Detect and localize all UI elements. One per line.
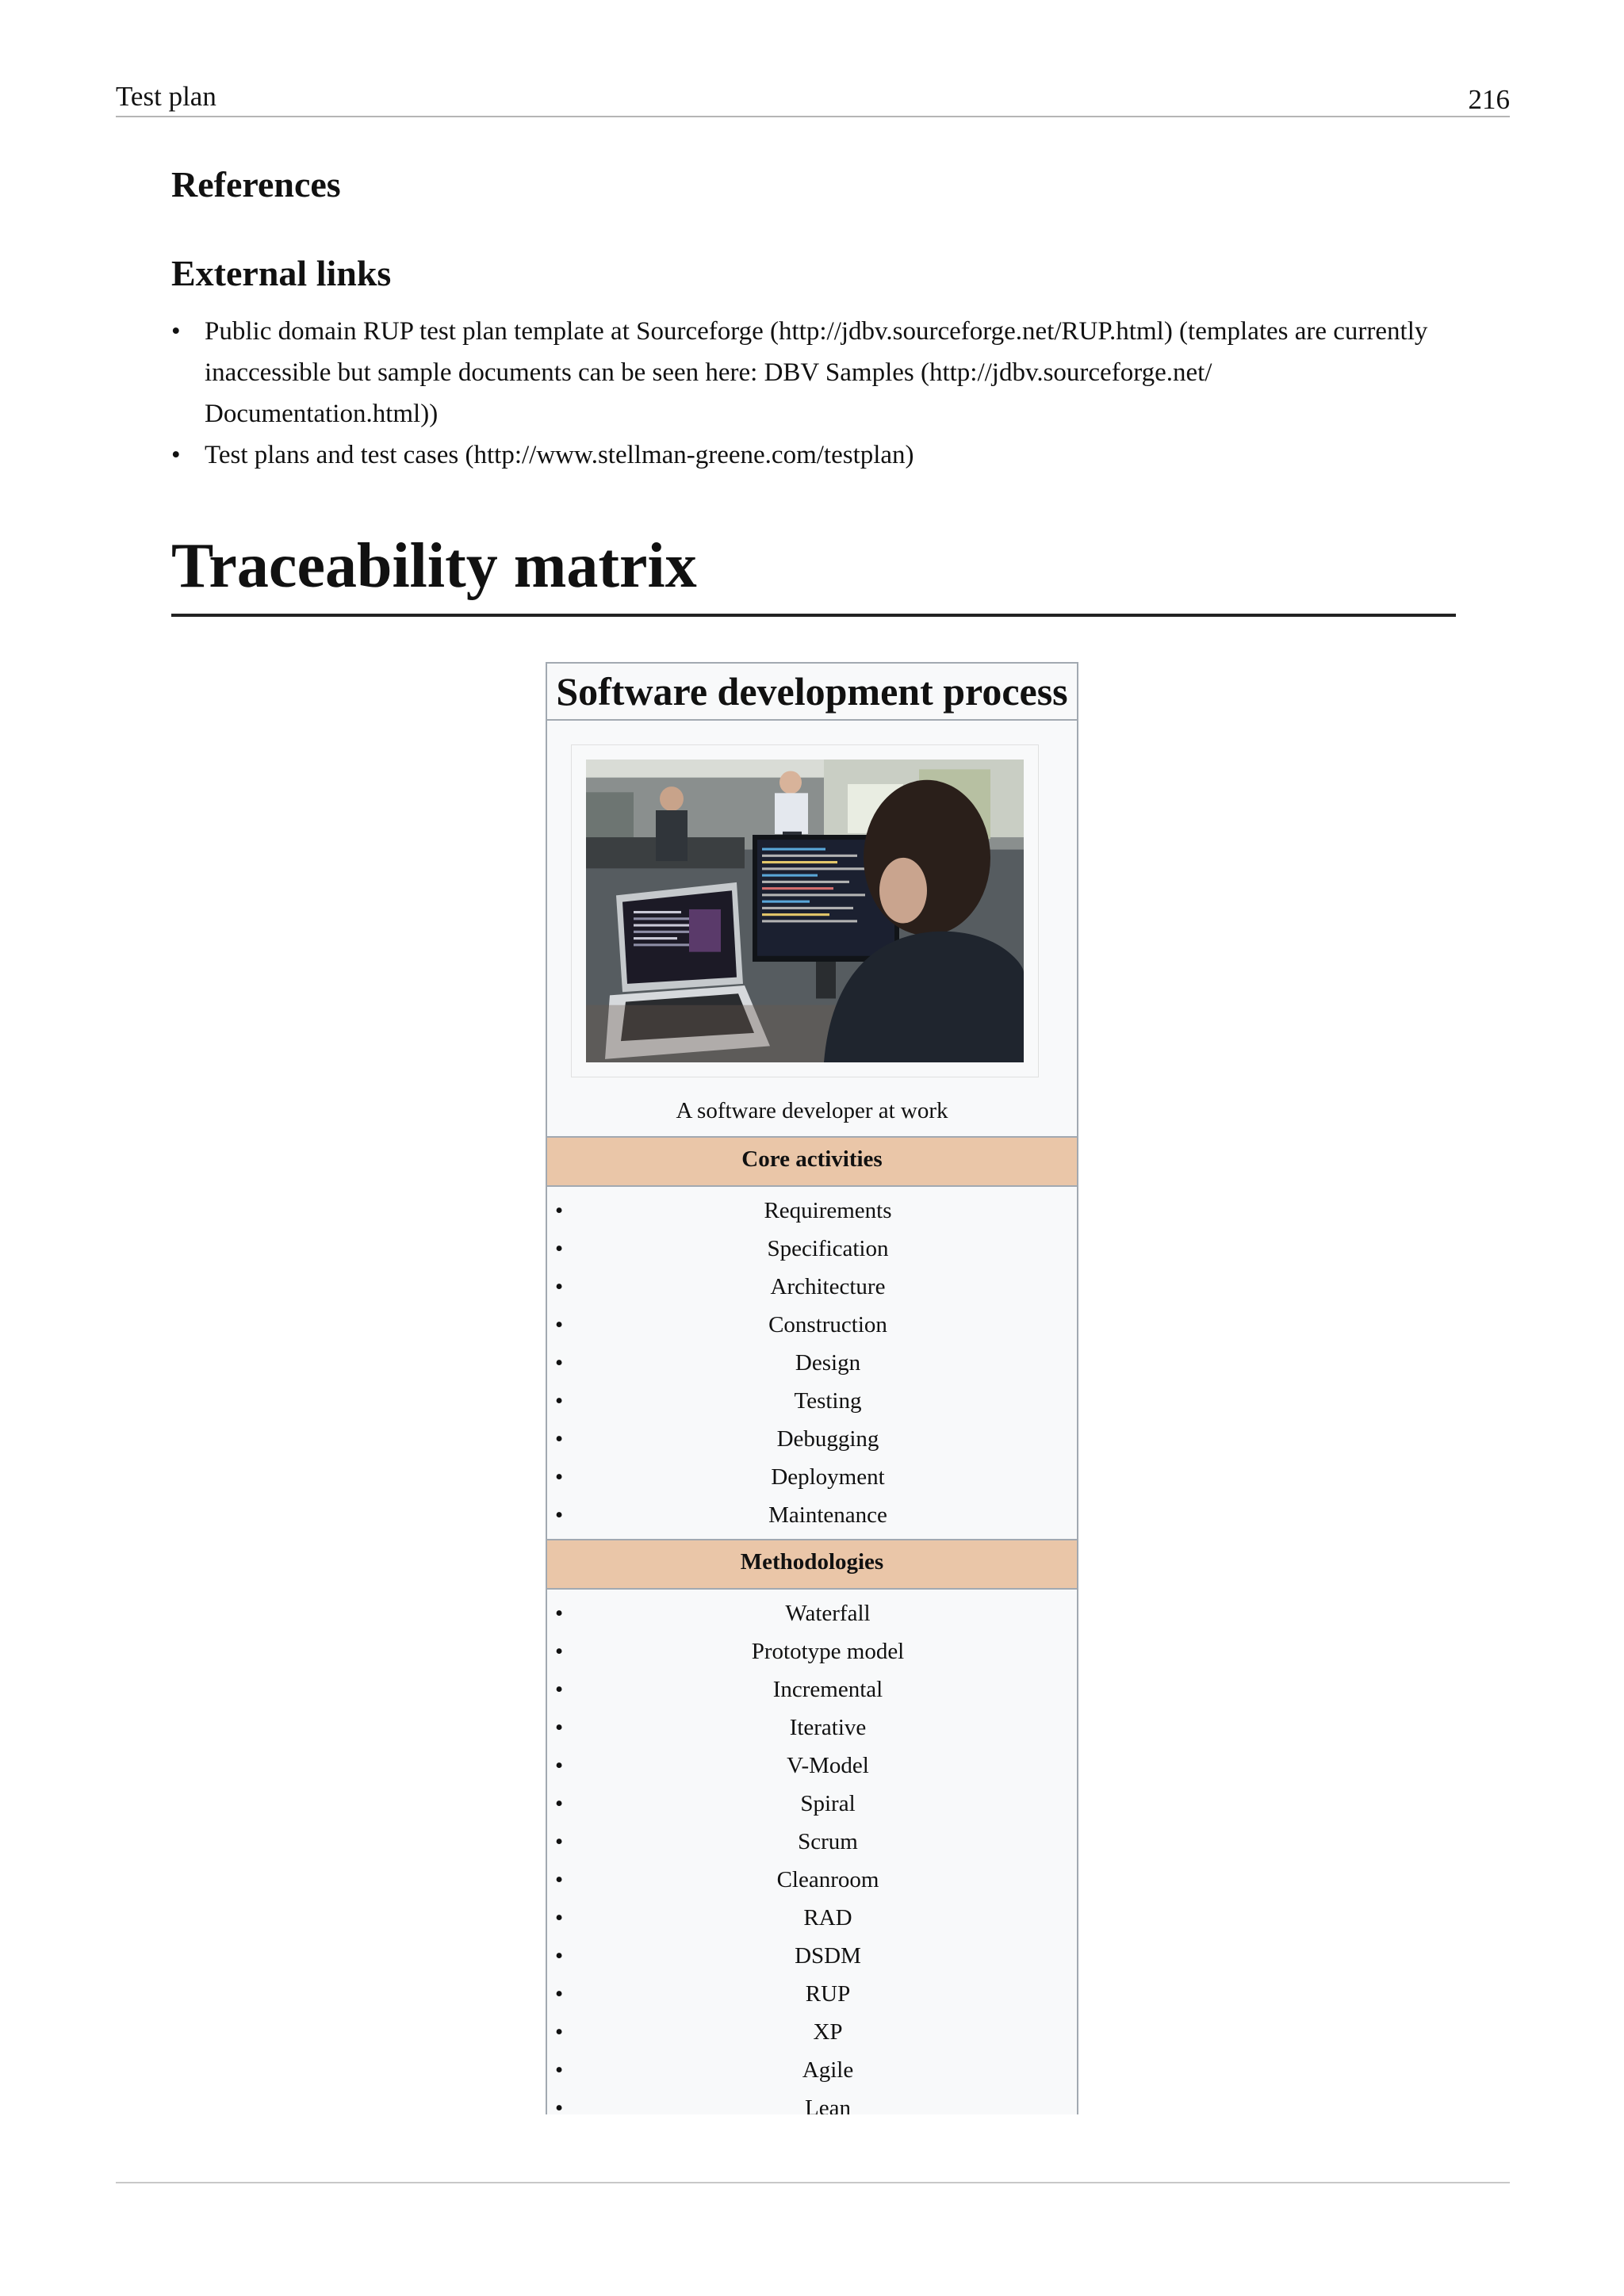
methodology-link[interactable]: V-Model [787, 1753, 869, 1778]
methodology-link[interactable]: RAD [803, 1905, 852, 1931]
list-item[interactable] [547, 1823, 1077, 1861]
methodology-link[interactable]: Scrum [798, 1829, 858, 1854]
methodologies-header: Methodologies [547, 1539, 1077, 1590]
list-item[interactable] [547, 1937, 1077, 1975]
bullet-glyph: • [555, 1791, 564, 1816]
list-item[interactable] [547, 1382, 1077, 1420]
bullet-glyph: • [555, 1601, 564, 1626]
bullet-glyph: • [555, 1236, 564, 1261]
methodology-link[interactable]: Waterfall [785, 1601, 871, 1626]
core-activity-link[interactable]: Maintenance [768, 1502, 887, 1528]
bullet-glyph: • [555, 1867, 564, 1892]
methodology-link[interactable]: Spiral [800, 1791, 856, 1816]
article-title: Traceability matrix [171, 526, 1456, 617]
image-caption: A software developer at work [676, 1098, 948, 1123]
list-item[interactable] [547, 1975, 1077, 2013]
bullet-glyph: • [555, 2095, 564, 2114]
bullet-glyph: • [555, 1753, 564, 1778]
bullet-glyph: • [555, 1502, 564, 1528]
core-activity-link[interactable]: Specification [767, 1236, 889, 1261]
list-item[interactable] [547, 1670, 1077, 1709]
infobox-title: Software development process [547, 664, 1077, 721]
external-link-item[interactable] [171, 434, 1440, 476]
methodology-link[interactable]: XP [813, 2019, 843, 2045]
header-title: Test plan [116, 81, 216, 112]
list-item[interactable] [547, 1861, 1077, 1899]
methodology-link[interactable]: Lean [805, 2095, 851, 2114]
infobox [546, 662, 1078, 2114]
bullet-glyph: • [555, 1426, 564, 1452]
core-activity-link[interactable]: Construction [768, 1312, 887, 1337]
list-item[interactable] [547, 2051, 1077, 2089]
bullet-glyph: • [555, 1905, 564, 1931]
methodologies-list [547, 1590, 1077, 2114]
methodology-link[interactable]: RUP [805, 1981, 851, 2007]
list-item[interactable] [547, 2089, 1077, 2114]
footer-rule [116, 2182, 1510, 2183]
core-activities-header: Core activities [547, 1136, 1077, 1187]
core-activity-link[interactable]: Requirements [764, 1198, 892, 1223]
core-activities-list [547, 1187, 1077, 1539]
list-item[interactable] [547, 1268, 1077, 1306]
methodology-link[interactable]: Iterative [789, 1715, 867, 1740]
bullet-glyph: • [555, 1829, 564, 1854]
list-item[interactable] [547, 1899, 1077, 1937]
bullet-glyph: • [171, 317, 181, 346]
bullet-glyph: • [555, 1198, 564, 1223]
bullet-glyph: • [555, 1312, 564, 1337]
list-item[interactable] [547, 1709, 1077, 1747]
core-activity-link[interactable]: Architecture [770, 1274, 886, 1299]
list-item[interactable] [547, 1420, 1077, 1458]
list-item[interactable] [547, 1230, 1077, 1268]
list-item[interactable] [547, 1192, 1077, 1230]
bullet-glyph: • [555, 1677, 564, 1702]
running-header [116, 76, 1510, 117]
external-link-text[interactable]: Public domain RUP test plan template at Sourceforge (http://jdbv.sourceforge.net/RUP.html) (templates are currently inaccessible but sample documents can be seen here: DBV Samples (http://jdbv.sourceforge.net/ Documentation.html)) [205, 317, 1428, 428]
bullet-glyph: • [555, 1715, 564, 1740]
core-activity-link[interactable]: Testing [794, 1388, 862, 1414]
bullet-glyph: • [555, 2057, 564, 2083]
core-activity-link[interactable]: Debugging [776, 1426, 879, 1452]
bullet-glyph: • [555, 1981, 564, 2007]
references-heading: References [171, 164, 341, 205]
page-number: 216 [1468, 84, 1510, 115]
bullet-glyph: • [555, 2019, 564, 2045]
methodology-link[interactable]: Cleanroom [776, 1867, 879, 1892]
methodology-link[interactable]: DSDM [795, 1943, 861, 1969]
list-item[interactable] [547, 1632, 1077, 1670]
methodology-link[interactable]: Incremental [772, 1677, 883, 1702]
bullet-glyph: • [555, 1639, 564, 1664]
list-item[interactable] [547, 1306, 1077, 1344]
bullet-glyph: • [171, 441, 181, 469]
methodology-link[interactable]: Agile [802, 2057, 854, 2083]
image-frame [571, 744, 1039, 1077]
list-item[interactable] [547, 1344, 1077, 1382]
bullet-glyph: • [555, 1464, 564, 1490]
list-item[interactable] [547, 1594, 1077, 1632]
list-item[interactable] [547, 2013, 1077, 2051]
external-links-list [171, 311, 1440, 476]
external-link-item[interactable] [171, 311, 1440, 434]
bullet-glyph: • [555, 1943, 564, 1969]
list-item[interactable] [547, 1458, 1077, 1496]
core-activity-link[interactable]: Design [795, 1350, 861, 1376]
bullet-glyph: • [555, 1274, 564, 1299]
external-links-heading: External links [171, 253, 392, 293]
bullet-glyph: • [555, 1388, 564, 1414]
external-link-text[interactable]: Test plans and test cases (http://www.stellman-greene.com/testplan) [205, 441, 914, 469]
list-item[interactable] [547, 1496, 1077, 1534]
developer-photo[interactable] [586, 760, 1024, 1062]
core-activity-link[interactable]: Deployment [771, 1464, 885, 1490]
list-item[interactable] [547, 1747, 1077, 1785]
methodology-link[interactable]: Prototype model [751, 1639, 905, 1664]
list-item[interactable] [547, 1785, 1077, 1823]
bullet-glyph: • [555, 1350, 564, 1376]
